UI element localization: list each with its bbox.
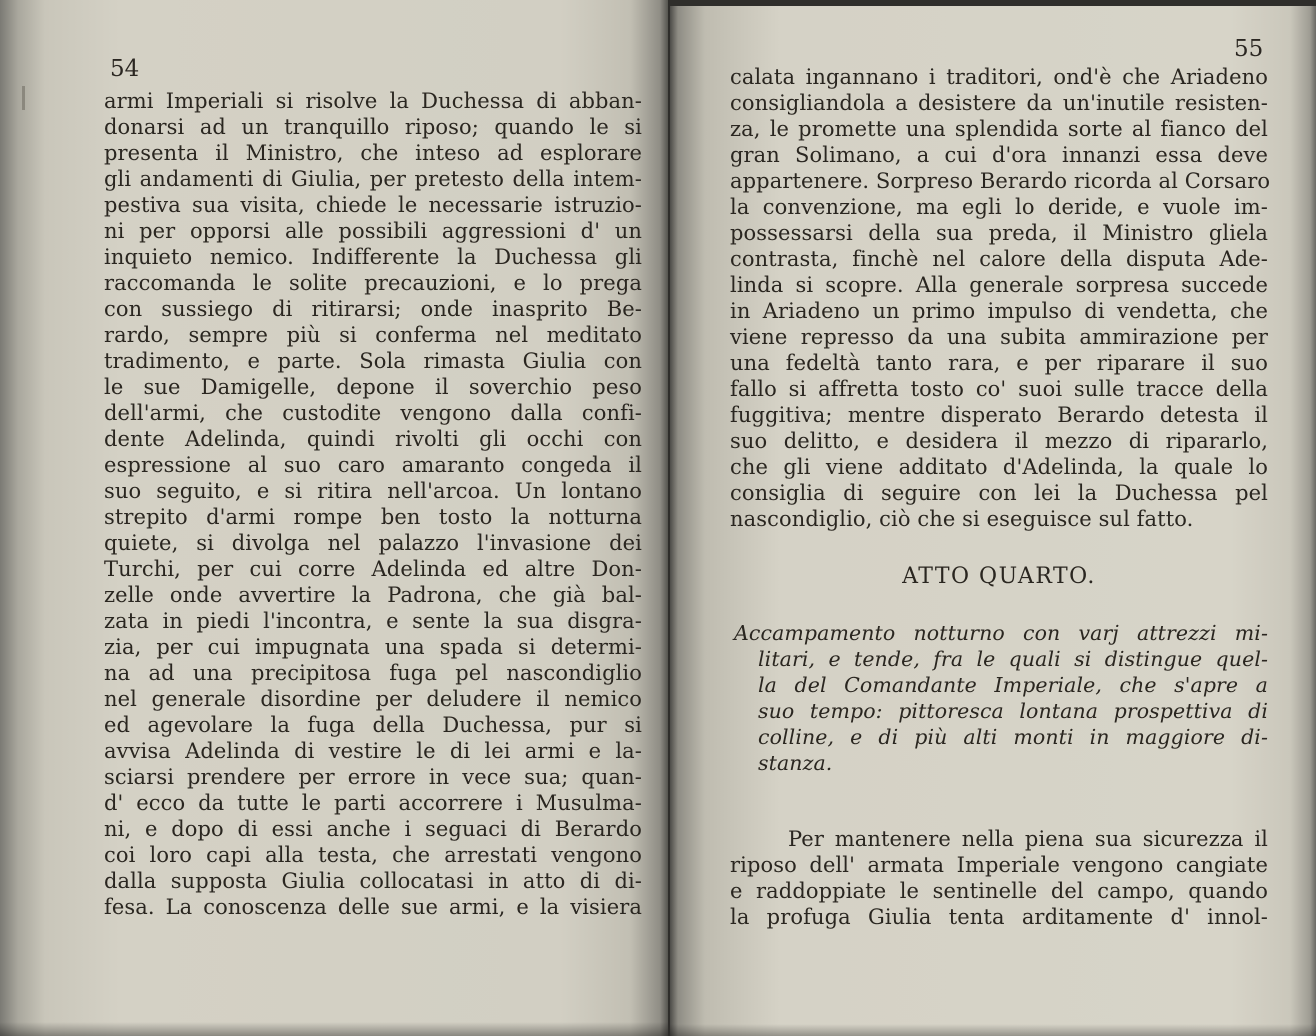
text-line: zata in piedi l'incontra, e sente la sua disgra- — [104, 609, 642, 633]
text-line: avvisa Adelinda di vestire le di lei armi e la- — [104, 739, 642, 763]
page-number-right: 55 — [1234, 36, 1264, 62]
text-line: pestiva sua visita, chiede le necessarie istruzio- — [104, 193, 642, 217]
stage-direction — [730, 620, 1268, 776]
text-line: rardo, sempre più si conferma nel meditato — [104, 323, 642, 347]
paragraph — [730, 826, 1268, 930]
text-line: la convenzione, ma egli lo deride, e vuole im- — [730, 195, 1268, 219]
text-line: zelle onde avvertire la Padrona, che già bal- — [104, 583, 642, 607]
stage-direction-line: litari, e tende, fra le quali si distingue quel- — [758, 647, 1268, 671]
text-line: fallo si affretta tosto co' suoi sulle tracce della — [730, 377, 1268, 401]
text-line: sciarsi prendere per errore in vece sua; quan- — [104, 765, 642, 789]
text-line: presenta il Ministro, che inteso ad esplorare — [104, 141, 642, 165]
text-line: inquieto nemico. Indifferente la Duchessa gli — [104, 245, 642, 269]
text-line: suo seguito, e si ritira nell'arcoa. Un lontano — [104, 479, 642, 503]
text-line: quiete, si divolga nel palazzo l'invasione dei — [104, 531, 642, 555]
text-line: in Ariadeno un primo impulso di vendetta, che — [730, 299, 1268, 323]
text-line: coi loro capi alla testa, che arrestati vengono — [104, 843, 642, 867]
text-line: ni, e dopo di essi anche i seguaci di Berardo — [104, 817, 642, 841]
text-line: dalla supposta Giulia collocatasi in atto di di- — [104, 869, 642, 893]
stage-direction-line: Accampamento notturno con varj attrezzi mi- — [734, 621, 1268, 645]
text-line: donarsi ad un tranquillo riposo; quando le si — [104, 115, 642, 139]
text-line: ni per opporsi alle possibili aggressioni d' un — [104, 219, 642, 243]
text-line: za, le promette una splendida sorte al fianco del — [730, 117, 1268, 141]
text-line: possessarsi della sua preda, il Ministro gliela — [730, 221, 1268, 245]
text-line: nel generale disordine per deludere il nemico — [104, 687, 642, 711]
text-line: le sue Damigelle, depone il soverchio peso — [104, 375, 642, 399]
text-line: fesa. La conoscenza delle sue armi, e la visiera — [104, 895, 642, 919]
text-line: contrasta, finchè nel calore della disputa Ade- — [730, 247, 1268, 271]
text-line: Per mantenere nella piena sua sicurezza il — [788, 827, 1268, 851]
stage-direction-line: stanza. — [758, 751, 833, 775]
text-line: e raddoppiate le sentinelle del campo, quando — [730, 879, 1268, 903]
text-line: appartenere. Sorpreso Berardo ricorda al Corsaro — [730, 169, 1271, 193]
text-line: che gli viene additato d'Adelinda, la quale lo — [730, 455, 1268, 479]
right-page — [670, 0, 1316, 1036]
text-line: calata ingannano i traditori, ond'è che Ariadeno — [730, 65, 1268, 89]
text-line: suo delitto, e desidera il mezzo di ripararlo, — [730, 429, 1268, 453]
text-line: consiglia di seguire con lei la Duchessa pel — [730, 481, 1268, 505]
text-line: viene represso da una subita ammirazione per — [730, 325, 1268, 349]
page-edge-mark — [22, 86, 25, 110]
text-line: fuggitiva; mentre disperato Berardo detesta il — [730, 403, 1268, 427]
text-line: dente Adelinda, quindi rivolti gli occhi con — [104, 427, 642, 451]
text-line: nascondiglio, ciò che si eseguisce sul fatto. — [730, 507, 1194, 531]
text-line: espressione al suo caro amaranto congeda il — [104, 453, 642, 477]
right-page-text — [730, 64, 1271, 532]
left-page-text — [104, 88, 642, 920]
text-line: gli andamenti di Giulia, per pretesto della intem- — [104, 167, 642, 191]
text-line: na ad una precipitosa fuga pel nascondiglio — [104, 661, 642, 685]
text-line: armi Imperiali si risolve la Duchessa di abban- — [104, 89, 642, 113]
text-line: tradimento, e parte. Sola rimasta Giulia con — [104, 349, 642, 373]
text-line: la profuga Giulia tenta arditamente d' innol- — [730, 905, 1268, 929]
text-line: linda si scopre. Alla generale sorpresa succede — [730, 273, 1268, 297]
text-line: riposo dell' armata Imperiale vengono cangiate — [730, 853, 1268, 877]
text-line: con sussiego di ritirarsi; onde inasprito Be- — [104, 297, 642, 321]
text-line: una fedeltà tanto rara, e per riparare il suo — [730, 351, 1268, 375]
text-line: dell'armi, che custodite vengono dalla confi- — [104, 401, 642, 425]
text-line: ed agevolare la fuga della Duchessa, pur si — [104, 713, 642, 737]
text-line: consigliandola a desistere da un'inutile resisten- — [730, 91, 1268, 115]
text-line: zia, per cui impugnata una spada si determi- — [104, 635, 642, 659]
stage-direction-line: colline, e di più alti monti in maggiore di- — [758, 725, 1268, 749]
stage-direction-line: suo tempo: pittoresca lontana prospettiva di — [758, 699, 1268, 723]
page-number-left: 54 — [110, 56, 140, 82]
act-heading: ATTO QUARTO. — [902, 564, 1096, 589]
stage-direction-line: la del Comandante Imperiale, che s'apre a — [758, 673, 1268, 697]
text-line: raccomanda le solite precauzioni, e lo prega — [104, 271, 642, 295]
text-line: d' ecco da tutte le parti accorrere i Musulma- — [104, 791, 642, 815]
text-line: strepito d'armi rompe ben tosto la notturna — [104, 505, 642, 529]
text-line: gran Solimano, a cui d'ora innanzi essa deve — [730, 143, 1268, 167]
text-line: Turchi, per cui corre Adelinda ed altre Don- — [104, 557, 642, 581]
